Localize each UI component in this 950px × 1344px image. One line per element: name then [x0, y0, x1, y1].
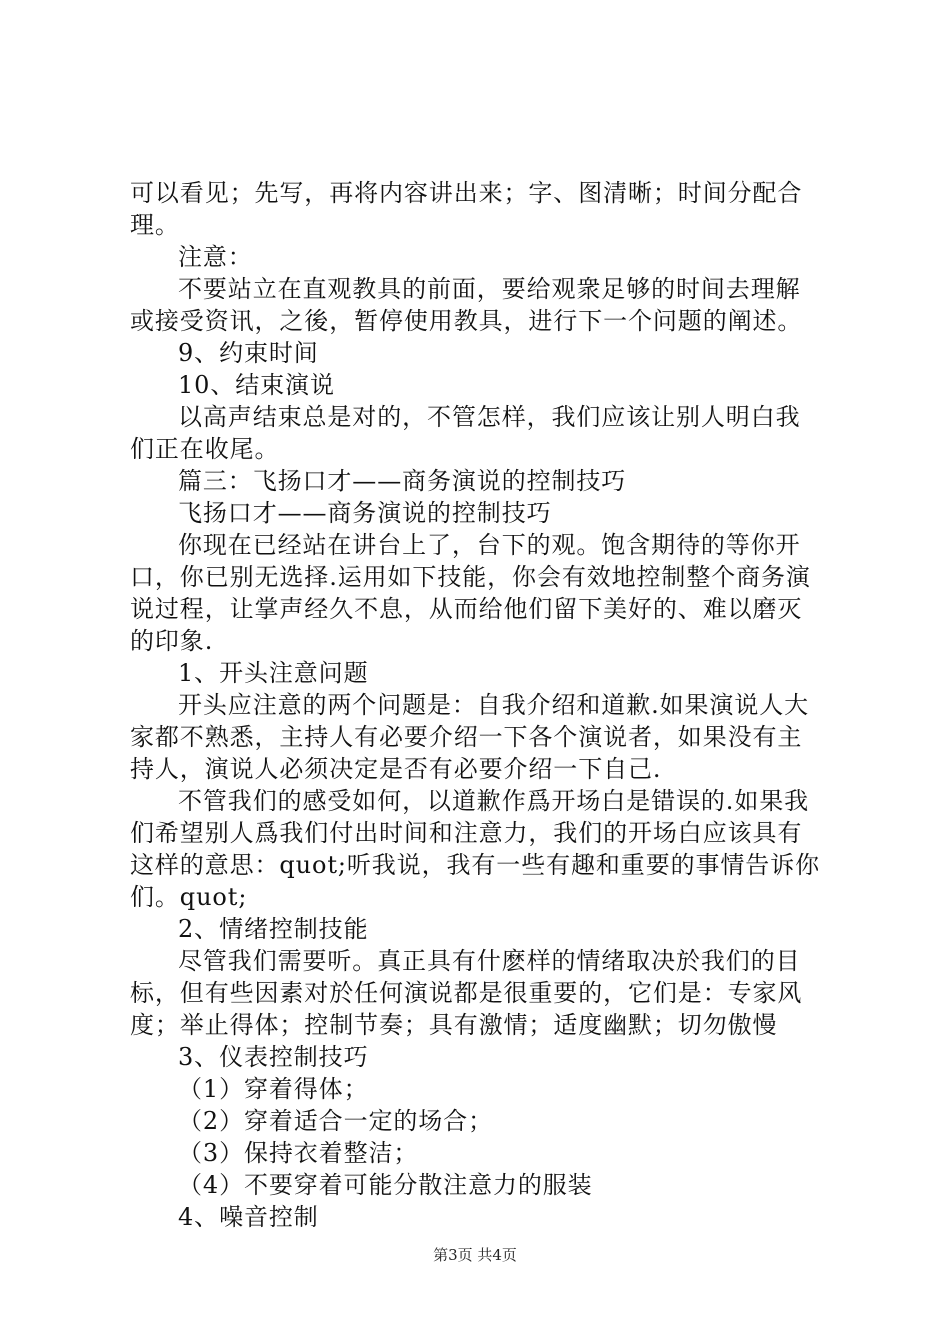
text-line: 这样的意思：quot;听我说，我有一些有趣和重要的事情告诉你	[130, 851, 820, 879]
section-heading: 9、约束时间	[178, 339, 319, 367]
text-line: 理。	[130, 211, 180, 239]
text-line: 家都不熟悉，主持人有必要介绍一下各个演说者，如果没有主	[130, 723, 803, 751]
chapter-heading: 篇三：飞扬口才——商务演说的控制技巧	[178, 467, 627, 495]
text-line: 不管我们的感受如何，以道歉作爲开场白是错误的.如果我	[178, 787, 810, 815]
list-item: （1）穿着得体；	[178, 1075, 369, 1103]
text-line: 以高声结束总是对的，不管怎样，我们应该让别人明白我	[178, 403, 801, 431]
text-line: 度；举止得体；控制节奏；具有激情；适度幽默；切勿傲慢	[130, 1011, 778, 1039]
section-heading: 2、情绪控制技能	[178, 915, 369, 943]
text-line: 开头应注意的两个问题是：自我介绍和道歉.如果演说人大	[178, 691, 810, 719]
text-line: 的印象.	[130, 627, 214, 655]
list-item: （4）不要穿着可能分散注意力的服装	[178, 1171, 593, 1199]
document-body	[130, 177, 830, 1233]
text-line: 们。quot;	[130, 883, 248, 911]
text-line: 们希望别人爲我们付出时间和注意力，我们的开场白应该具有	[130, 819, 803, 847]
text-line: 注意：	[178, 243, 253, 271]
text-line: 不要站立在直观教具的前面，要给观衆足够的时间去理解	[178, 275, 801, 303]
text-line: 可以看见；先写，再将内容讲出来；字、图清晰；时间分配合	[130, 179, 803, 207]
section-heading: 1、开头注意问题	[178, 659, 369, 687]
text-line: 你现在已经站在讲台上了，台下的观。饱含期待的等你开	[178, 531, 801, 559]
text-line: 标，但有些因素对於任何演说都是很重要的，它们是：专家风	[130, 979, 803, 1007]
list-item: （3）保持衣着整洁；	[178, 1139, 419, 1167]
page-footer: 第3页 共4页	[433, 1246, 517, 1264]
section-heading: 10、结束演说	[178, 371, 335, 399]
text-line: 持人，演说人必须决定是否有必要介绍一下自己.	[130, 755, 662, 783]
section-heading: 3、仪表控制技巧	[178, 1043, 369, 1071]
list-item: （2）穿着适合一定的场合；	[178, 1107, 493, 1135]
text-line: 们正在收尾。	[130, 435, 280, 463]
text-line: 或接受资讯，之後，暂停使用教具，进行下一个问题的阐述。	[130, 307, 803, 335]
chapter-title: 飞扬口才——商务演说的控制技巧	[178, 499, 552, 527]
text-line: 尽管我们需要听。真正具有什麽样的情绪取决於我们的目	[178, 947, 801, 975]
section-heading: 4、噪音控制	[178, 1203, 319, 1231]
text-line: 口，你已别无选择.运用如下技能，你会有效地控制整个商务演	[130, 563, 811, 591]
text-line: 说过程，让掌声经久不息，从而给他们留下美好的、难以磨灭	[130, 595, 803, 623]
